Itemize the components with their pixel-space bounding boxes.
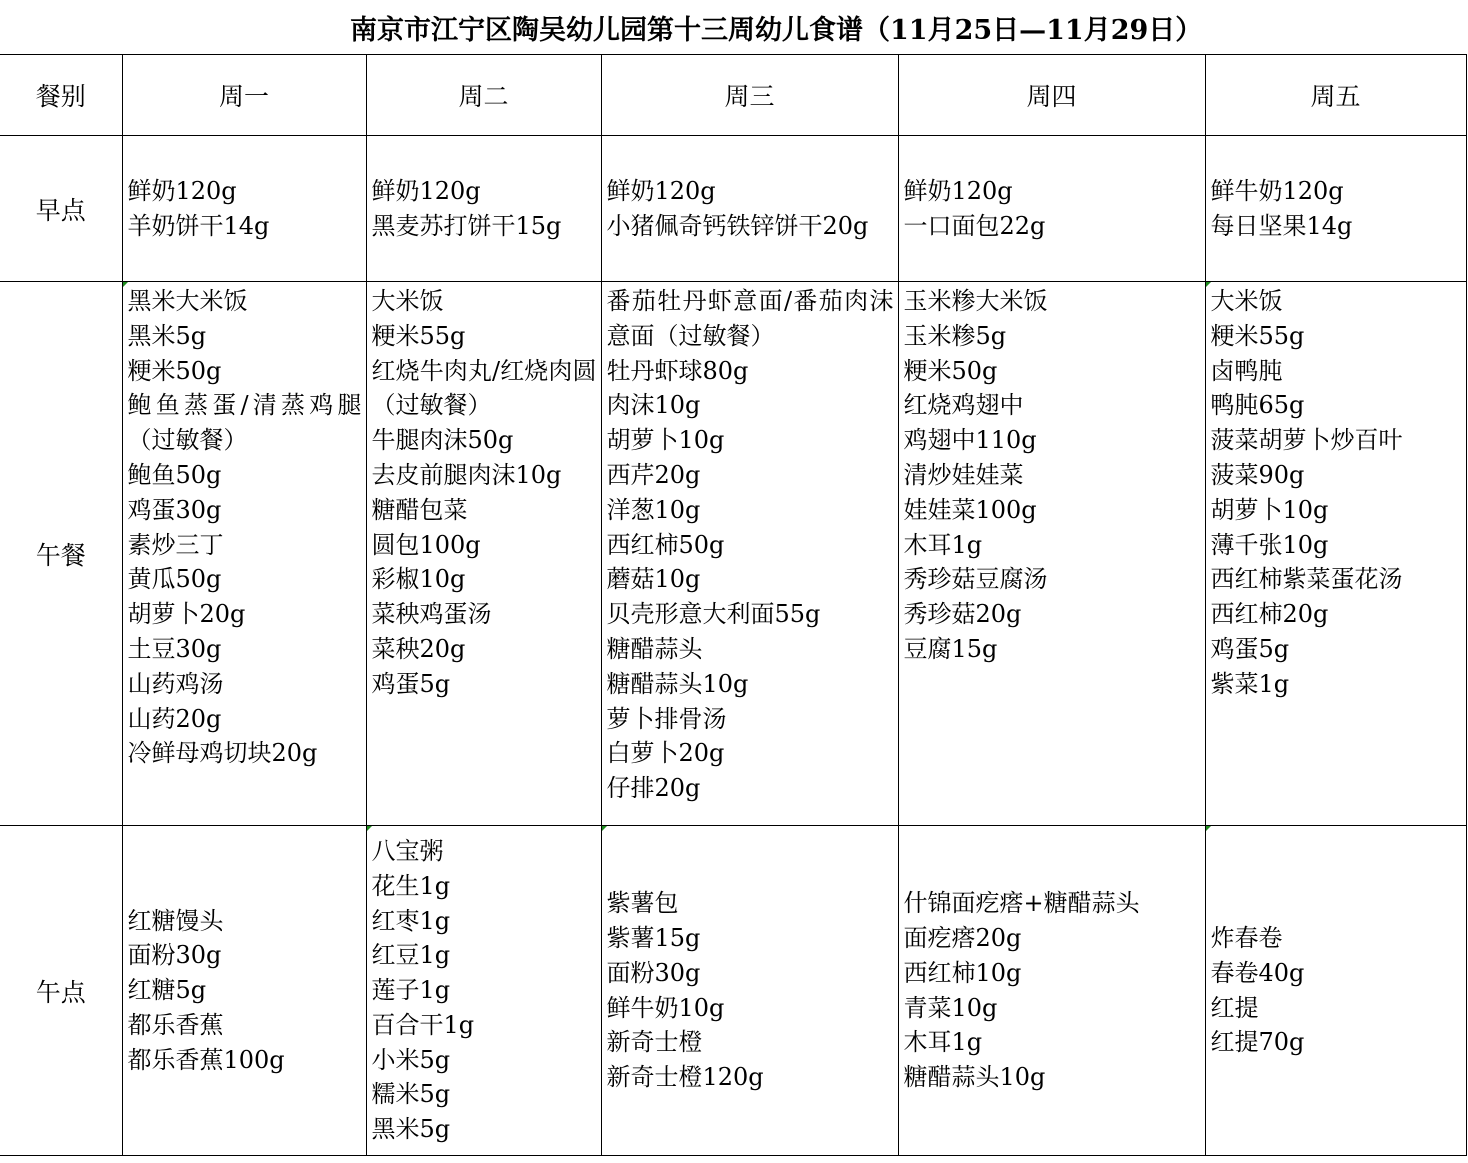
menu-item: 山药鸡汤 xyxy=(127,669,224,698)
menu-item: 红烧牛肉丸/红烧肉圆（过敏餐） xyxy=(371,356,597,420)
menu-item: 红豆1g xyxy=(371,941,451,970)
menu-item: 菠菜90g xyxy=(1210,460,1305,489)
menu-item: 玉米糁大米饭 xyxy=(903,287,1048,315)
menu-item: 紫薯15g xyxy=(606,923,701,952)
menu-cell xyxy=(366,136,601,282)
menu-item: 鲜奶120g xyxy=(371,176,481,205)
menu-item: 番茄牡丹虾意面/番茄肉沫意面（过敏餐） xyxy=(606,287,894,350)
menu-item: 炸春卷 xyxy=(1210,923,1283,952)
menu-cell xyxy=(1205,136,1466,282)
menu-item: 鸡翅中110g xyxy=(903,426,1037,455)
menu-item: 素炒三丁 xyxy=(127,530,224,559)
menu-cell xyxy=(1205,282,1466,826)
menu-item: 鸭肫65g xyxy=(1210,391,1305,420)
menu-item: 冷鲜母鸡切块20g xyxy=(127,739,318,768)
menu-item: 鲍鱼50g xyxy=(127,460,222,489)
menu-cell xyxy=(601,826,898,1156)
menu-item: 黑米大米饭 xyxy=(127,287,248,315)
menu-item: 青菜10g xyxy=(903,993,998,1022)
menu-item: 粳米50g xyxy=(127,356,222,385)
menu-item: 白萝卜20g xyxy=(606,739,725,768)
menu-item: 黑麦苏打饼干15g xyxy=(371,211,562,240)
menu-item: 红提70g xyxy=(1210,1028,1305,1057)
menu-item: 西红柿10g xyxy=(903,958,1022,987)
menu-item: 黑米5g xyxy=(127,321,207,350)
menu-item: 粳米55g xyxy=(371,321,466,350)
menu-item: 花生1g xyxy=(371,871,451,900)
menu-item: 洋葱10g xyxy=(606,495,701,524)
menu-item: 粳米55g xyxy=(1210,321,1305,350)
menu-cell xyxy=(122,136,366,282)
meal-label-morning-snack: 早点 xyxy=(0,136,122,282)
menu-item: 蘑菇10g xyxy=(606,565,701,594)
menu-item: 鲜奶120g xyxy=(903,176,1013,205)
menu-item: 肉沫10g xyxy=(606,391,701,420)
header-monday: 周一 xyxy=(122,55,366,136)
menu-item: 红枣1g xyxy=(371,906,451,935)
menu-item: 鸡蛋30g xyxy=(127,495,222,524)
menu-item: 鲜奶120g xyxy=(606,176,716,205)
menu-item: 糯米5g xyxy=(371,1080,451,1109)
menu-item: 紫菜1g xyxy=(1210,669,1290,698)
meal-label-afternoon-snack: 午点 xyxy=(0,826,122,1156)
menu-item: 菜秧鸡蛋汤 xyxy=(371,600,492,629)
menu-item: 新奇士橙 xyxy=(606,1028,703,1057)
menu-item: 萝卜排骨汤 xyxy=(606,704,727,733)
table-row-afternoon-snack xyxy=(0,826,1466,1156)
menu-item: 秀珍菇20g xyxy=(903,600,1022,629)
menu-item: 一口面包22g xyxy=(903,211,1046,240)
menu-item: 小米5g xyxy=(371,1045,451,1074)
menu-item: 胡萝卜10g xyxy=(606,426,725,455)
menu-item: 娃娃菜100g xyxy=(903,495,1037,524)
menu-item: 鲜牛奶10g xyxy=(606,993,725,1022)
menu-item: 彩椒10g xyxy=(371,565,466,594)
header-tuesday: 周二 xyxy=(366,55,601,136)
menu-item: 土豆30g xyxy=(127,634,222,663)
menu-item: 鸡蛋5g xyxy=(1210,634,1290,663)
menu-item: 紫薯包 xyxy=(606,889,679,918)
menu-item: 黑米5g xyxy=(371,1115,451,1144)
header-thursday: 周四 xyxy=(898,55,1205,136)
menu-cell xyxy=(1205,826,1466,1156)
menu-item: 粳米50g xyxy=(903,356,998,385)
menu-item: 莲子1g xyxy=(371,976,451,1005)
menu-item: 糖醋蒜头10g xyxy=(606,669,749,698)
menu-item: 木耳1g xyxy=(903,530,983,559)
menu-item: 清炒娃娃菜 xyxy=(903,460,1024,489)
menu-item: 糖醋包菜 xyxy=(371,495,468,524)
menu-cell xyxy=(898,826,1205,1156)
menu-item: 红烧鸡翅中 xyxy=(903,391,1024,420)
menu-cell xyxy=(366,826,601,1156)
menu-table xyxy=(0,54,1467,1156)
menu-item: 贝壳形意大利面55g xyxy=(606,600,821,629)
menu-item: 鲍鱼蒸蛋/清蒸鸡腿（过敏餐） xyxy=(127,391,362,455)
menu-cell xyxy=(601,282,898,826)
menu-item: 薄千张10g xyxy=(1210,530,1329,559)
menu-item: 牡丹虾球80g xyxy=(606,356,749,385)
menu-item: 豆腐15g xyxy=(903,634,998,663)
menu-item: 西红柿紫菜蛋花汤 xyxy=(1210,565,1403,594)
menu-item: 黄瓜50g xyxy=(127,565,222,594)
menu-item: 鲜奶120g xyxy=(127,176,237,205)
meal-label-lunch: 午餐 xyxy=(0,282,122,826)
menu-item: 胡萝卜10g xyxy=(1210,495,1329,524)
menu-item: 面疙瘩20g xyxy=(903,923,1022,952)
menu-item: 去皮前腿肉沫10g xyxy=(371,460,562,489)
menu-item: 每日坚果14g xyxy=(1210,211,1353,240)
menu-item: 西红柿50g xyxy=(606,530,725,559)
header-friday: 周五 xyxy=(1205,55,1466,136)
menu-item: 圆包100g xyxy=(371,530,481,559)
menu-cell xyxy=(366,282,601,826)
menu-item: 卤鸭肫 xyxy=(1210,356,1283,385)
table-row-lunch xyxy=(0,282,1466,826)
menu-item: 西芹20g xyxy=(606,460,701,489)
menu-item: 西红柿20g xyxy=(1210,600,1329,629)
menu-item: 八宝粥 xyxy=(371,836,444,865)
menu-item: 红糖馒头 xyxy=(127,906,224,935)
page-title: 南京市江宁区陶吴幼儿园第十三周幼儿食谱（11月25日—11月29日） xyxy=(350,15,1203,46)
menu-item: 菜秧20g xyxy=(371,634,466,663)
menu-item: 仔排20g xyxy=(606,774,701,803)
menu-cell xyxy=(898,136,1205,282)
header-row xyxy=(0,55,1466,136)
menu-item: 都乐香蕉 xyxy=(127,1010,224,1039)
menu-cell xyxy=(122,282,366,826)
menu-item: 玉米糁5g xyxy=(903,321,1007,350)
menu-item: 羊奶饼干14g xyxy=(127,211,270,240)
menu-cell xyxy=(898,282,1205,826)
menu-item: 春卷40g xyxy=(1210,958,1305,987)
menu-item: 百合干1g xyxy=(371,1010,475,1039)
menu-item: 牛腿肉沫50g xyxy=(371,426,514,455)
header-meal-type: 餐别 xyxy=(0,55,122,136)
menu-item: 秀珍菇豆腐汤 xyxy=(903,565,1048,594)
menu-cell xyxy=(601,136,898,282)
menu-item: 大米饭 xyxy=(371,287,444,315)
header-wednesday: 周三 xyxy=(601,55,898,136)
menu-item: 山药20g xyxy=(127,704,222,733)
menu-item: 面粉30g xyxy=(606,958,701,987)
menu-item: 红提 xyxy=(1210,993,1259,1022)
table-row-morning-snack xyxy=(0,136,1466,282)
menu-item: 鲜牛奶120g xyxy=(1210,176,1344,205)
menu-item: 木耳1g xyxy=(903,1028,983,1057)
menu-item: 糖醋蒜头10g xyxy=(903,1063,1046,1092)
menu-item: 胡萝卜20g xyxy=(127,600,246,629)
menu-item: 红糖5g xyxy=(127,976,207,1005)
menu-item: 都乐香蕉100g xyxy=(127,1045,285,1074)
menu-item: 菠菜胡萝卜炒百叶 xyxy=(1210,426,1403,455)
menu-item: 鸡蛋5g xyxy=(371,669,451,698)
menu-item: 小猪佩奇钙铁锌饼干20g xyxy=(606,211,869,240)
menu-item: 面粉30g xyxy=(127,941,222,970)
menu-cell xyxy=(122,826,366,1156)
menu-item: 大米饭 xyxy=(1210,287,1283,315)
menu-item: 新奇士橙120g xyxy=(606,1063,764,1092)
menu-item: 什锦面疙瘩+糖醋蒜头 xyxy=(903,889,1140,918)
menu-item: 糖醋蒜头 xyxy=(606,634,703,663)
